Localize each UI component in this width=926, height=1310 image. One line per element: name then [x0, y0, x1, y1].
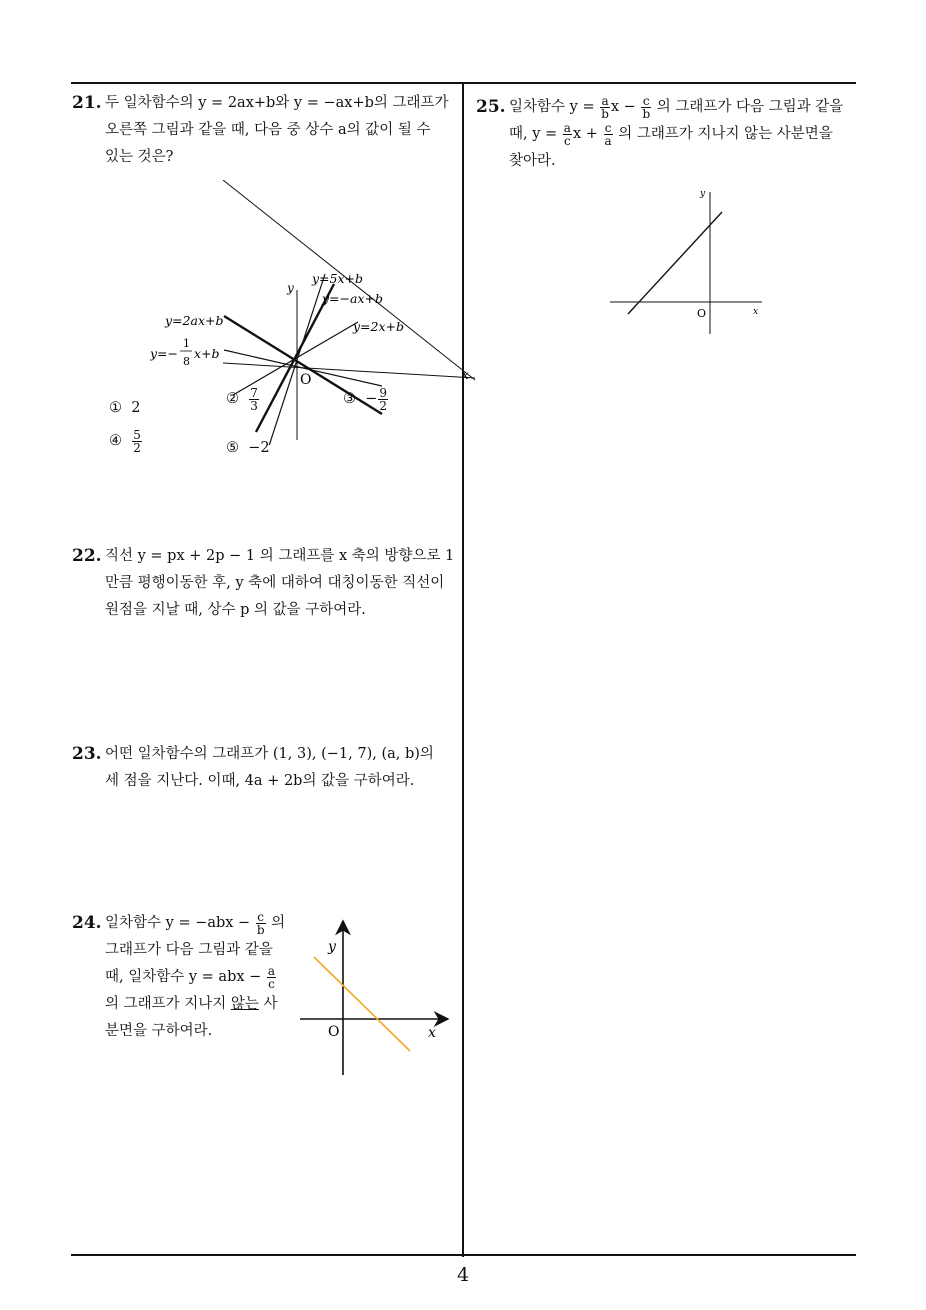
choice-value: 2 [131, 400, 141, 416]
question-25 [476, 94, 858, 344]
choice-4[interactable] [109, 428, 143, 455]
question-text [105, 910, 285, 1045]
label-5x: y=5x+b [312, 271, 364, 286]
bottom-rule [71, 1254, 856, 1256]
question-line: 일차함수 y = $\frac{a}{b}$ x − $\frac{c}{b}$ 의 그래프가 다음 그림과 같을 [509, 93, 844, 121]
question-line: 의 그래프가 지나지 않는 사 [105, 996, 278, 1012]
choice-2[interactable] [226, 386, 260, 413]
question-24 [72, 910, 462, 1080]
choice-mark: ⑤ [226, 440, 239, 456]
question-number: 24. [72, 913, 102, 933]
question-line: 직선 y = px + 2p − 1 의 그래프를 x 축의 방향으로 1 [105, 548, 455, 564]
q21-graph [150, 180, 480, 445]
question-text [509, 94, 843, 175]
question-22 [72, 543, 462, 633]
choice-mark: ② [226, 391, 239, 407]
choice-3[interactable] [343, 386, 389, 413]
choice-mark: ④ [109, 433, 122, 449]
label-2ax: y=2ax+b [165, 313, 224, 328]
question-text [105, 543, 454, 624]
question-line: 일차함수 y = −abx − $\frac{c}{b}$ 의 [105, 909, 286, 937]
choice-mark: ① [109, 400, 122, 416]
question-text [105, 741, 434, 795]
question-line: 어떤 일차함수의 그래프가 (1, 3), (−1, 7), (a, b)의 [105, 746, 434, 762]
question-21 [72, 90, 469, 470]
line-neg-ax [256, 284, 334, 432]
x-axis-label: x [462, 368, 469, 382]
question-line: 오른쪽 그림과 같을 때, 다음 중 상수 a의 값이 될 수 [105, 122, 431, 138]
question-line: 찾아라. [509, 153, 556, 169]
emphasis-underline: 않는 [230, 996, 259, 1012]
question-number: 22. [72, 546, 102, 566]
question-line: 두 일차함수의 y = 2ax+b와 y = −ax+b의 그래프가 [105, 95, 449, 111]
origin-label: O [328, 1024, 340, 1040]
label-neg-eighth-suffix: x+b [194, 346, 220, 361]
y-axis-label: y [287, 281, 294, 295]
question-number: 21. [72, 93, 102, 113]
choice-sign: − [365, 391, 378, 407]
x-axis [223, 363, 475, 378]
choice-fraction: $\frac{5}{2}$ [133, 427, 141, 455]
y-axis-label: y [328, 939, 336, 955]
choice-fraction: $\frac{7}{3}$ [250, 385, 258, 413]
graph-line [628, 212, 722, 314]
q24-graph [298, 915, 458, 1080]
question-line: 분면을 구하여라. [105, 1023, 213, 1039]
choice-fraction: $\frac{9}{2}$ [379, 385, 388, 413]
label-neg-eighth-prefix: y=− [150, 346, 179, 361]
label-neg-eighth-num: 1 [183, 337, 190, 350]
choice-1[interactable] [109, 395, 140, 422]
label-2x: y=2x+b [353, 319, 405, 334]
choice-5[interactable] [226, 435, 270, 462]
question-number: 23. [72, 744, 102, 764]
question-line: 그래프가 다음 그림과 같을 [105, 942, 273, 958]
x-axis-label: x [428, 1025, 436, 1041]
question-line: 있는 것은? [105, 149, 174, 165]
question-line: 세 점을 지난다. 이때, 4a + 2b의 값을 구하여라. [105, 773, 415, 789]
question-number: 25. [476, 97, 506, 117]
choice-value: −2 [248, 440, 270, 456]
question-line: 때, 일차함수 y = abx − $\frac{a}{c}$ [105, 963, 276, 991]
question-23 [72, 741, 462, 801]
page-number: 4 [456, 1264, 470, 1286]
label-neg-eighth-den: 8 [183, 355, 190, 368]
choice-mark: ③ [343, 391, 356, 407]
origin-label: O [697, 307, 707, 320]
q25-graph [608, 184, 768, 339]
origin-label: O [300, 372, 312, 388]
y-axis-label: y [700, 189, 706, 199]
question-line: 때, y = $\frac{a}{c}$ x + $\frac{c}{a}$ 의 그래프가 지나지 않는 사분면을 [509, 120, 833, 148]
label-neg-ax: y=−ax+b [322, 291, 383, 306]
x-axis-label: x [753, 307, 759, 317]
question-line: 만큼 평행이동한 후, y 축에 대하여 대칭이동한 직선이 [105, 575, 445, 591]
question-line: 원점을 지날 때, 상수 p 의 값을 구하여라. [105, 602, 366, 618]
question-text [105, 90, 449, 171]
